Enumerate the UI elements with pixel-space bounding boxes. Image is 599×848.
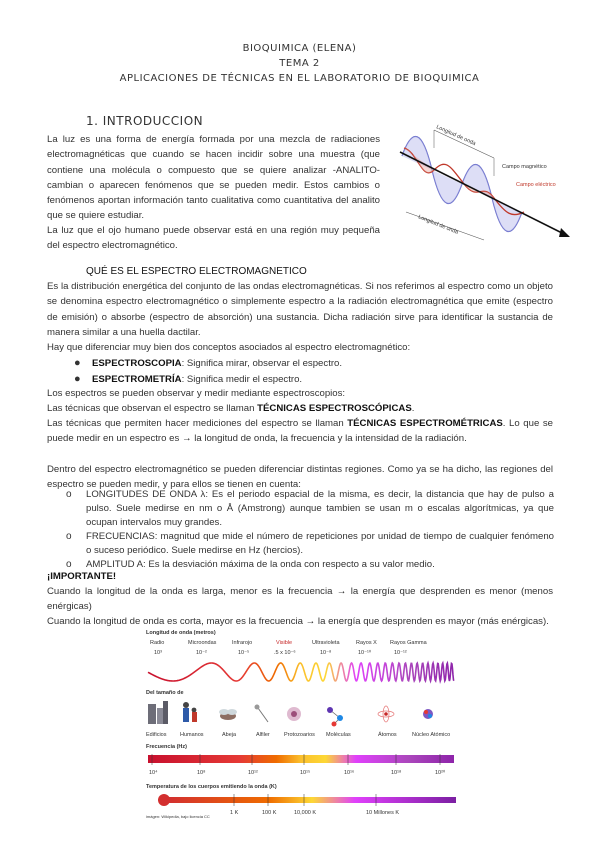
frequency-1: 10⁴ xyxy=(149,770,158,776)
band-infrared: Infrarojo xyxy=(232,640,253,646)
intro-paragraph-1: La luz es una forma de energía formada por una mezcla de radiaciones electromagnéticas que cuando se hacen incidir sobre una muestra (que contiene una molécula o compuesto que se quiere analizar -ANALITO- cambian o aparecen fenómenos que se pueden medir. Estos cambios o fenómenos aportan información tanto cualitativa como cuantitativa del analito que se quiere estudiar. xyxy=(47,134,380,222)
em-spectrum-figure xyxy=(144,628,460,820)
frequency-7: 10²⁰ xyxy=(435,770,446,776)
size-protozoa: Protozoarios xyxy=(284,732,315,738)
circle-bullet-icon: o xyxy=(66,559,72,570)
temperature-3: 10,000 K xyxy=(294,810,317,816)
band-ultraviolet: Ultravioleta xyxy=(312,640,340,646)
wavelength-value-radio: 10³ xyxy=(154,650,162,656)
protozoa-icon xyxy=(287,707,301,721)
molecules-icon xyxy=(327,707,343,727)
size-pin: Alfiler xyxy=(256,732,270,738)
regions-paragraph-1: Dentro del espectro electromagnético se pueden diferenciar distintas regiones. Como ya se ha dicho, las regiones del espectro se pueden medir, y para ellos se tienen en cuenta: xyxy=(47,464,553,491)
wavelength-label-bottom: Longitud de onda xyxy=(417,214,459,236)
buildings-icon xyxy=(148,701,168,724)
course-title: BIOQUIMICA (ELENA) xyxy=(242,43,357,54)
band-gamma: Rayos Gamma xyxy=(390,640,427,646)
bullet-icon: ● xyxy=(74,357,81,369)
bullet-espectrometria: ● ESPECTROMETRÍA: Significa medir el espectro. xyxy=(74,373,303,385)
spectrum-paragraph-2: Hay que diferenciar muy bien dos conceptos asociados al espectro electromagnético: xyxy=(47,342,411,353)
nucleus-icon xyxy=(423,709,433,719)
electric-field-label: Campo eléctrico xyxy=(516,182,556,188)
wavelength-value-xray: 10⁻¹⁰ xyxy=(358,650,372,656)
arrow-head-icon xyxy=(559,228,570,237)
section-title-spectrum: QUÉ ES EL ESPECTRO ELECTROMAGNETICO xyxy=(86,266,307,277)
frequency-3: 10¹² xyxy=(248,770,258,776)
size-humans: Humanos xyxy=(180,732,204,738)
wavelength-label-top: Longitud de onda xyxy=(435,124,477,148)
frequency-2: 10⁸ xyxy=(197,770,206,776)
wavelength-value-infrared: 10⁻⁵ xyxy=(238,650,250,656)
bullet-frequency: o FRECUENCIAS: magnitud que mide el número de repeticiones por unidad de tiempo de cualquier fenómeno o suceso periódico. Suele medirse en Hz (hercios). xyxy=(66,531,554,557)
arrow-right-icon: → xyxy=(336,586,347,597)
frequency-5: 10¹⁶ xyxy=(344,770,355,776)
band-radio: Radio xyxy=(150,640,165,646)
band-xray: Rayos X xyxy=(356,640,377,646)
em-wave-figure xyxy=(390,108,574,250)
bullet-espectroscopia: ● ESPECTROSCOPIA: Significa mirar, observar el espectro. xyxy=(74,357,343,369)
bullet-wavelength: o LONGITUDES DE ONDA λ: Es el periodo espacial de la misma, es decir, la distancia que hay de pulso a pulso. Suele medirse en nm o Å (Amstrong) aunque tambien se usan m o escalas algorítmicas, ya que ocupan intervalos muy grandes. xyxy=(66,489,554,529)
bullet-amplitude: o AMPLITUD A: Es la desviación máxima de la onda con respecto a su valor medio. xyxy=(86,558,554,572)
topic-title: APLICACIONES DE TÉCNICAS EN EL LABORATORIO DE BIOQUIMICA xyxy=(119,73,480,84)
bee-icon xyxy=(219,709,237,720)
arrow-right-icon: → xyxy=(181,433,192,445)
wavelength-value-uv: 10⁻⁸ xyxy=(320,650,332,656)
important-line-1: Cuando la longitud de la onda es larga, menor es la frecuencia → la energía que desprenden es menor (menos enérgicas) xyxy=(47,586,553,613)
spectrum-paragraph-5: Las técnicas que permiten hacer mediciones del espectro se llaman TÉCNICAS ESPECTROMÉTRICAS. Lo que se puede medir en un espectro es → la longitud de onda, la frecuencia y la intensidad de la radiación. xyxy=(47,418,554,445)
wavelength-value-visible: .5 x 10⁻⁶ xyxy=(274,650,296,656)
spectrum-wavelength-title: Longitud de onda (metros) xyxy=(146,630,216,636)
size-nucleus: Núcleo Atómico xyxy=(412,732,451,738)
important-line-2: Cuando la longitud de onda es corta, mayor es la frecuencia → la energía que desprenden es mayor (más enérgicas). xyxy=(47,616,549,627)
section-title-introduction: 1. INTRODUCCION xyxy=(86,114,204,128)
bullet-icon: ● xyxy=(74,373,81,385)
magnetic-field-label: Campo magnético xyxy=(502,164,547,170)
size-buildings: Edificios xyxy=(146,732,167,738)
frequency-bar xyxy=(148,755,454,763)
frequency-4: 10¹⁵ xyxy=(300,770,311,776)
topic-number: TEMA 2 xyxy=(279,58,320,69)
band-visible: Visible xyxy=(276,640,293,646)
pin-icon xyxy=(255,705,269,723)
circle-bullet-icon: o xyxy=(66,531,72,542)
circle-bullet-icon: o xyxy=(66,489,72,500)
temperature-bar xyxy=(168,797,456,803)
atom-icon xyxy=(378,706,394,722)
temperature-1: 1 K xyxy=(230,810,239,816)
frequency-6: 10¹⁸ xyxy=(391,770,402,776)
size-bee: Abeja xyxy=(222,732,237,738)
size-atoms: Átomos xyxy=(378,732,397,738)
temperature-4: 10 Millones K xyxy=(366,810,400,816)
wavelength-value-gamma: 10⁻¹² xyxy=(394,650,407,656)
temperature-2: 100 K xyxy=(262,810,277,816)
frequency-title: Frecuencia (Hz) xyxy=(146,744,187,750)
intro-paragraph-2: La luz que el ojo humano puede observar está en una región muy pequeña del espectro electromagnético. xyxy=(47,225,380,252)
wavelength-value-microwave: 10⁻² xyxy=(196,650,207,656)
spectrum-paragraph-1: Es la distribución energética del conjunto de las ondas electromagnéticas. Si nos referimos al espectro como un objeto se denomina espectro electromagnético o simplemente espectro a la radiación electromagnética que emite (espectro de emisión) o absorbe (espectro de absorción) una sustancia. Dicha radiación sirve para identificar la sustancia de manera similar a una huella dactilar. xyxy=(47,281,553,338)
important-title: ¡IMPORTANTE! xyxy=(47,571,117,582)
temperature-title: Temperatura de los cuerpos emitiendo la onda (K) xyxy=(146,784,277,790)
size-molecules: Moléculas xyxy=(326,732,351,738)
spectrum-wave xyxy=(148,663,454,681)
size-title: Del tamaño de xyxy=(146,690,184,696)
image-credit: imágen: Wikipedia, bajo licencia CC xyxy=(146,814,210,819)
spectrum-paragraph-3: Los espectros se pueden observar y medir mediante espectroscopios: xyxy=(47,388,346,399)
humans-icon xyxy=(183,702,197,722)
band-microwave: Microondas xyxy=(188,640,217,646)
spectrum-paragraph-4: Las técnicas que observan el espectro se llaman TÉCNICAS ESPECTROSCÓPICAS. xyxy=(47,403,415,414)
arrow-right-icon: → xyxy=(305,616,316,627)
